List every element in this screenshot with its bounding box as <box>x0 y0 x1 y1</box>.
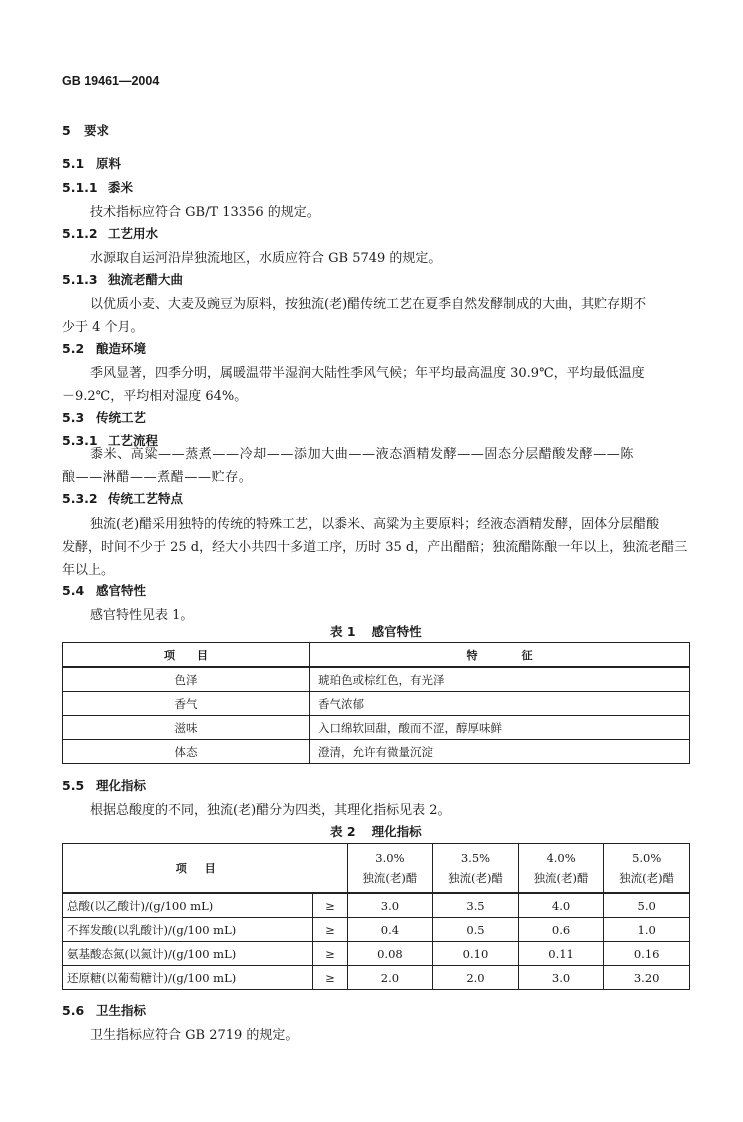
heading-number: 5.5 <box>62 778 85 793</box>
caption-title: 理化指标 <box>371 824 422 839</box>
cell-item: 不挥发酸(以乳酸计)/(g/100 mL) <box>63 918 313 942</box>
cell-feature: 澄清，允许有微量沉淀 <box>310 740 690 764</box>
heading-number: 5.6 <box>62 1003 85 1018</box>
table1-header-item: 项 目 <box>63 643 310 668</box>
heading-number: 5.1.2 <box>62 226 98 241</box>
paragraph: 水源取自运河沿岸独流地区，水质应符合 GB 5749 的规定。 <box>90 251 442 266</box>
paragraph-line: 黍米、高粱——蒸煮——冷却——添加大曲——液态酒精发酵——固态分层醋酸发酵——陈 <box>90 447 634 462</box>
heading-title: 感官特性 <box>96 583 147 598</box>
heading-5-1 <box>62 154 121 172</box>
table-row <box>63 716 690 740</box>
table-row <box>63 692 690 716</box>
table-row <box>63 740 690 764</box>
cell-feature: 入口绵软回甜，酸而不涩，醇厚味鲜 <box>310 716 690 740</box>
cell-value: 0.4 <box>347 918 433 942</box>
cell-operator: ≥ <box>313 942 347 966</box>
cell-value: 1.0 <box>604 918 690 942</box>
heading-number: 5.1.3 <box>62 272 98 287</box>
heading-title: 理化指标 <box>96 778 147 793</box>
paragraph-line: －9.2℃，平均相对湿度 64%。 <box>62 389 248 404</box>
grade-name: 独流(老)醋 <box>533 871 589 885</box>
paragraph-line: 发酵，时间不少于 25 d，经大小共四十多道工序，历时 35 d，产出醋醅；独流醋陈酿一年以上，独流老醋三 <box>62 540 688 555</box>
heading-title: 酿造环境 <box>96 341 147 356</box>
table1-header-feature: 特 征 <box>310 643 690 668</box>
grade-header <box>433 844 519 894</box>
cell-value: 3.20 <box>604 966 690 990</box>
cell-value: 3.5 <box>433 893 519 918</box>
heading-5-2 <box>62 339 146 357</box>
cell-item: 滋味 <box>63 716 310 740</box>
table1-caption <box>330 622 422 640</box>
heading-number: 5.4 <box>62 583 85 598</box>
table2-header-item <box>63 844 348 894</box>
paragraph-line: 以优质小麦、大麦及豌豆为原料，按独流(老)醋传统工艺在夏季自然发酵制成的大曲，其贮存期不 <box>90 297 647 312</box>
cell-operator: ≥ <box>313 918 347 942</box>
standard-number: GB 19461—2004 <box>62 74 160 88</box>
cell-item: 氨基酸态氮(以氮计)/(g/100 mL) <box>63 942 313 966</box>
heading-title: 独流老醋大曲 <box>108 272 184 287</box>
paragraph: 根据总酸度的不同，独流(老)醋分为四类，其理化指标见表 2。 <box>90 803 451 818</box>
cell-item: 还原糖(以葡萄糖计)/(g/100 mL) <box>63 966 313 990</box>
cell-item: 体态 <box>63 740 310 764</box>
heading-title: 要求 <box>84 123 110 138</box>
heading-number: 5 <box>62 123 71 138</box>
paragraph: 技术指标应符合 GB/T 13356 的规定。 <box>90 205 320 220</box>
heading-title: 原料 <box>96 156 122 171</box>
table-row <box>63 918 690 942</box>
cell-value: 2.0 <box>347 966 433 990</box>
paragraph-line: 季风显著，四季分明，属暖温带半湿润大陆性季风气候；年平均最高温度 30.9℃，平均最低温度 <box>90 366 645 381</box>
heading-number: 5.3 <box>62 410 85 425</box>
heading-number: 5.3.1 <box>62 433 98 448</box>
grade-header <box>347 844 433 894</box>
grade-percent: 4.0% <box>546 851 576 865</box>
grade-header <box>604 844 690 894</box>
cell-value: 2.0 <box>433 966 519 990</box>
cell-item: 总酸(以乙酸计)/(g/100 mL) <box>63 893 313 918</box>
paragraph-line: 年以上。 <box>62 563 115 578</box>
heading-5-3 <box>62 408 146 426</box>
heading-5-1-3 <box>62 270 183 288</box>
header-label: 项目 <box>175 862 234 875</box>
heading-title: 卫生指标 <box>96 1003 147 1018</box>
grade-name: 独流(老)醋 <box>619 871 675 885</box>
heading-5-4 <box>62 581 146 599</box>
table-row <box>63 667 690 692</box>
cell-value: 0.11 <box>518 942 604 966</box>
heading-5-5 <box>62 776 146 794</box>
cell-value: 4.0 <box>518 893 604 918</box>
heading-number: 5.1 <box>62 156 85 171</box>
heading-number: 5.1.1 <box>62 180 98 195</box>
grade-header <box>518 844 604 894</box>
heading-5 <box>62 121 109 139</box>
paragraph-line: 独流(老)醋采用独特的传统的特殊工艺，以黍米、高粱为主要原料；经液态酒精发酵，固体分层醋酸 <box>90 517 660 532</box>
grade-percent: 3.0% <box>375 851 405 865</box>
cell-item: 香气 <box>63 692 310 716</box>
table-sensory <box>62 642 690 764</box>
heading-title: 传统工艺特点 <box>108 491 184 506</box>
cell-feature: 香气浓郁 <box>310 692 690 716</box>
grade-percent: 5.0% <box>632 851 662 865</box>
heading-5-1-1 <box>62 178 133 196</box>
cell-value: 0.08 <box>347 942 433 966</box>
heading-5-6 <box>62 1001 146 1019</box>
table-row <box>63 966 690 990</box>
heading-title: 传统工艺 <box>96 410 147 425</box>
cell-value: 0.5 <box>433 918 519 942</box>
heading-number: 5.2 <box>62 341 85 356</box>
paragraph: 卫生指标应符合 GB 2719 的规定。 <box>90 1028 299 1043</box>
grade-percent: 3.5% <box>460 851 491 865</box>
caption-title: 感官特性 <box>371 624 422 639</box>
heading-title: 工艺用水 <box>108 226 159 241</box>
cell-value: 0.10 <box>433 942 519 966</box>
paragraph-line: 少于 4 个月。 <box>62 320 144 335</box>
paragraph: 感官特性见表 1。 <box>90 608 194 623</box>
grade-name: 独流(老)醋 <box>362 871 418 885</box>
grade-name: 独流(老)醋 <box>447 871 503 885</box>
cell-value: 0.6 <box>518 918 604 942</box>
caption-number: 表 2 <box>330 824 356 839</box>
cell-operator: ≥ <box>313 893 347 918</box>
cell-item: 色泽 <box>63 667 310 692</box>
heading-title: 工艺流程 <box>108 433 159 448</box>
cell-value: 3.0 <box>347 893 433 918</box>
table2-caption <box>330 822 422 840</box>
caption-number: 表 1 <box>330 624 356 639</box>
table-row <box>63 942 690 966</box>
heading-number: 5.3.2 <box>62 491 98 506</box>
cell-operator: ≥ <box>313 966 347 990</box>
heading-title: 黍米 <box>108 180 134 195</box>
heading-5-3-2 <box>62 489 183 507</box>
heading-5-1-2 <box>62 224 158 242</box>
paragraph-line: 酿——淋醋——煮醋——贮存。 <box>62 470 253 485</box>
cell-value: 5.0 <box>604 893 690 918</box>
cell-feature: 琥珀色或棕红色，有光泽 <box>310 667 690 692</box>
cell-value: 3.0 <box>518 966 604 990</box>
table-row <box>63 893 690 918</box>
table-physicochemical <box>62 843 690 990</box>
cell-value: 0.16 <box>604 942 690 966</box>
